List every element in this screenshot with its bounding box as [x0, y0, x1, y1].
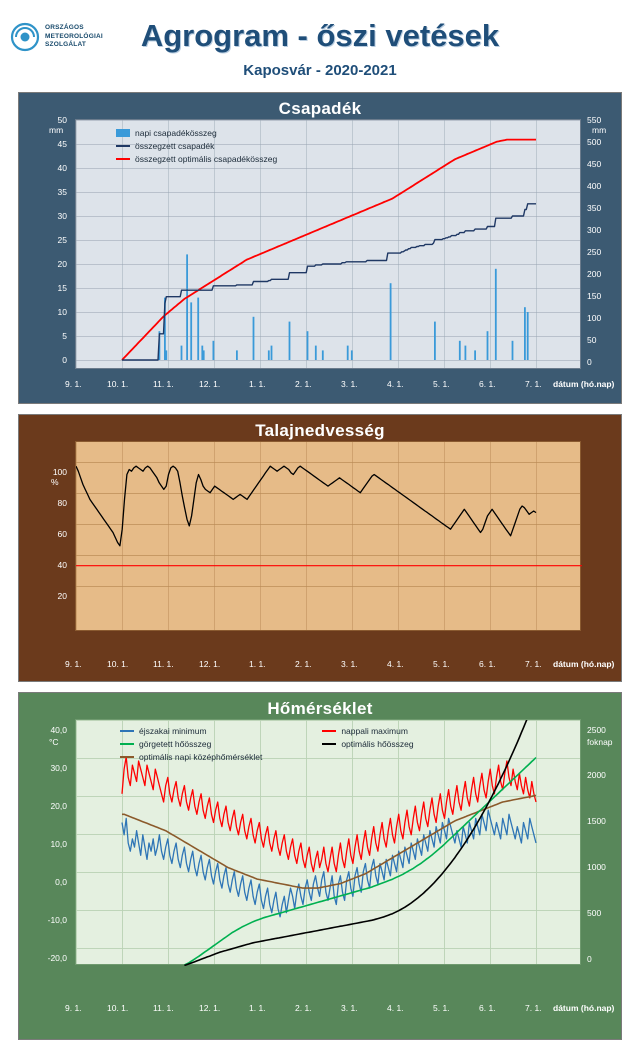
precip-xtick-4: 1. 1.	[249, 379, 266, 389]
temp-xtick-7: 4. 1.	[387, 1003, 404, 1013]
soil-xaxis-label: dátum (hó.nap)	[553, 659, 615, 669]
temp-xtick-1: 10. 1.	[107, 1003, 129, 1013]
temperature-panel	[18, 692, 622, 1040]
precip-ytick-right-3: 400	[587, 181, 602, 191]
precip-ytick-right-8: 150	[587, 291, 602, 301]
legend-line-optimal-icon	[116, 158, 130, 160]
temp-xtick-9: 6. 1.	[479, 1003, 496, 1013]
temp-ytick-right-2: 1500	[587, 816, 606, 826]
legend-label-rolling-heat: görgetett hőösszeg	[139, 739, 212, 749]
soil-ytick-4: 20	[57, 591, 67, 601]
temp-xtick-2: 11. 1.	[153, 1003, 174, 1013]
temp-right-unit: foknap	[587, 737, 613, 747]
precip-ytick-left-10: 0	[62, 355, 67, 365]
precip-ytick-left-0: 50	[57, 115, 67, 125]
temp-ytick-right-5: 0	[587, 954, 592, 964]
soil-xtick-0: 9. 1.	[65, 659, 82, 669]
soil-xtick-8: 5. 1.	[433, 659, 450, 669]
precip-ytick-left-1: 45	[57, 139, 67, 149]
temp-ytick-right-4: 500	[587, 908, 602, 918]
temp-ytick-right-3: 1000	[587, 862, 606, 872]
legend-item-rolling-heat	[120, 739, 262, 749]
soil-ytick-1: 80	[57, 498, 67, 508]
precip-ytick-left-8: 10	[57, 307, 67, 317]
temperature-title: Hőmérséklet	[267, 699, 373, 718]
precip-xtick-8: 5. 1.	[433, 379, 450, 389]
logo-line-3: SZOLGÁLAT	[45, 41, 87, 49]
precip-xtick-3: 12. 1.	[199, 379, 221, 389]
precip-ytick-right-11: 0	[587, 357, 592, 367]
precip-ytick-left-6: 20	[57, 259, 67, 269]
precip-xaxis-label: dátum (hó.nap)	[553, 379, 615, 389]
precip-xtick-5: 2. 1.	[295, 379, 312, 389]
temp-ytick-left-0: 40,0	[50, 725, 67, 735]
precip-xtick-10: 7. 1.	[525, 379, 542, 389]
temp-ytick-left-2: 20,0	[50, 801, 67, 811]
page-title: Agrogram - őszi vetések	[140, 18, 500, 53]
precipitation-legend	[116, 128, 277, 167]
precip-xtick-2: 11. 1.	[153, 379, 174, 389]
soil-xtick-10: 7. 1.	[525, 659, 542, 669]
temp-ytick-left-5: -10,0	[47, 915, 67, 925]
precip-ytick-right-9: 100	[587, 313, 602, 323]
precipitation-title: Csapadék	[278, 99, 362, 118]
temp-xtick-6: 3. 1.	[341, 1003, 358, 1013]
temp-xtick-4: 1. 1.	[249, 1003, 266, 1013]
legend-item-cumulative	[116, 141, 277, 151]
temp-xtick-3: 12. 1.	[199, 1003, 221, 1013]
precip-ytick-left-9: 5	[62, 331, 67, 341]
temp-ytick-left-4: 0,0	[55, 877, 67, 887]
legend-line-cumulative-icon	[116, 145, 130, 147]
temp-left-unit: °C	[49, 737, 59, 747]
logo-line-2: METEOROLÓGIAI	[45, 32, 103, 40]
temp-ytick-left-1: 30,0	[50, 763, 67, 773]
soil-xtick-5: 2. 1.	[295, 659, 312, 669]
temperature-legend	[120, 726, 540, 765]
precip-ytick-right-10: 50	[587, 335, 597, 345]
soil-ytick-3: 40	[57, 560, 67, 570]
legend-line-day-max-icon	[322, 730, 336, 732]
soil-ytick-2: 60	[57, 529, 67, 539]
soil-xtick-9: 6. 1.	[479, 659, 496, 669]
legend-label-optimal-heat: optimális hőösszeg	[341, 739, 414, 749]
temp-xtick-10: 7. 1.	[525, 1003, 542, 1013]
soil-plot	[75, 441, 581, 631]
temp-ytick-left-6: -20,0	[47, 953, 67, 963]
legend-swatch-daily-icon	[116, 129, 130, 137]
soil-title: Talajnedvesség	[255, 421, 385, 440]
precip-xtick-0: 9. 1.	[65, 379, 82, 389]
legend-label-daily: napi csapadékösszeg	[135, 128, 217, 138]
legend-label-day-max: nappali maximum	[341, 726, 408, 736]
legend-item-night-min	[120, 726, 262, 736]
precip-right-unit: mm	[592, 125, 607, 135]
soil-ytick-0: 100	[52, 467, 67, 477]
precip-ytick-right-2: 450	[587, 159, 602, 169]
soil-xtick-3: 12. 1.	[199, 659, 221, 669]
legend-item-optimal	[116, 154, 277, 164]
precip-ytick-left-2: 40	[57, 163, 67, 173]
legend-label-optimal-mean: optimális napi középhőmérséklet	[139, 752, 263, 762]
temp-ytick-right-1: 2000	[587, 770, 606, 780]
soil-moisture-panel	[18, 414, 622, 682]
soil-series	[76, 442, 582, 632]
soil-xtick-7: 4. 1.	[387, 659, 404, 669]
precip-ytick-left-7: 15	[57, 283, 67, 293]
precipitation-panel	[18, 92, 622, 404]
legend-item-day-max	[322, 726, 413, 736]
legend-label-optimal: összegzett optimális csapadékösszeg	[135, 154, 278, 164]
precip-ytick-left-5: 25	[57, 235, 67, 245]
legend-label-cumulative: összegzett csapadék	[135, 141, 215, 151]
precip-xtick-1: 10. 1.	[107, 379, 129, 389]
soil-xtick-2: 11. 1.	[153, 659, 174, 669]
temp-xtick-0: 9. 1.	[65, 1003, 82, 1013]
legend-item-optimal-heat	[322, 739, 413, 749]
soil-xtick-4: 1. 1.	[249, 659, 266, 669]
precip-ytick-right-1: 500	[587, 137, 602, 147]
temp-xtick-8: 5. 1.	[433, 1003, 450, 1013]
temp-ytick-right-0: 2500	[587, 725, 606, 735]
legend-label-night-min: éjszakai minimum	[139, 726, 207, 736]
soil-xtick-1: 10. 1.	[107, 659, 129, 669]
page-subtitle: Kaposvár - 2020-2021	[243, 62, 397, 79]
precip-ytick-left-4: 30	[57, 211, 67, 221]
precip-left-unit: mm	[49, 125, 64, 135]
legend-item-optimal-mean	[120, 752, 262, 762]
soil-left-unit: %	[51, 477, 59, 487]
precip-ytick-right-4: 350	[587, 203, 602, 213]
precip-ytick-right-0: 550	[587, 115, 602, 125]
legend-line-rolling-heat-icon	[120, 743, 134, 745]
precip-xtick-6: 3. 1.	[341, 379, 358, 389]
temperature-plot	[75, 719, 581, 965]
legend-item-daily	[116, 128, 277, 138]
logo-line-1: ORSZÁGOS	[45, 24, 84, 32]
precip-ytick-right-5: 300	[587, 225, 602, 235]
temp-xtick-5: 2. 1.	[295, 1003, 312, 1013]
page-header	[0, 0, 640, 88]
precipitation-plot	[75, 119, 581, 369]
precip-ytick-left-3: 35	[57, 187, 67, 197]
temp-ytick-left-3: 10,0	[50, 839, 67, 849]
legend-line-optimal-mean-icon	[120, 756, 134, 758]
precip-xtick-7: 4. 1.	[387, 379, 404, 389]
temp-xaxis-label: dátum (hó.nap)	[553, 1003, 615, 1013]
soil-xtick-6: 3. 1.	[341, 659, 358, 669]
precip-ytick-right-7: 200	[587, 269, 602, 279]
legend-line-night-min-icon	[120, 730, 134, 732]
legend-line-optimal-heat-icon	[322, 743, 336, 745]
precip-ytick-right-6: 250	[587, 247, 602, 257]
precip-xtick-9: 6. 1.	[479, 379, 496, 389]
